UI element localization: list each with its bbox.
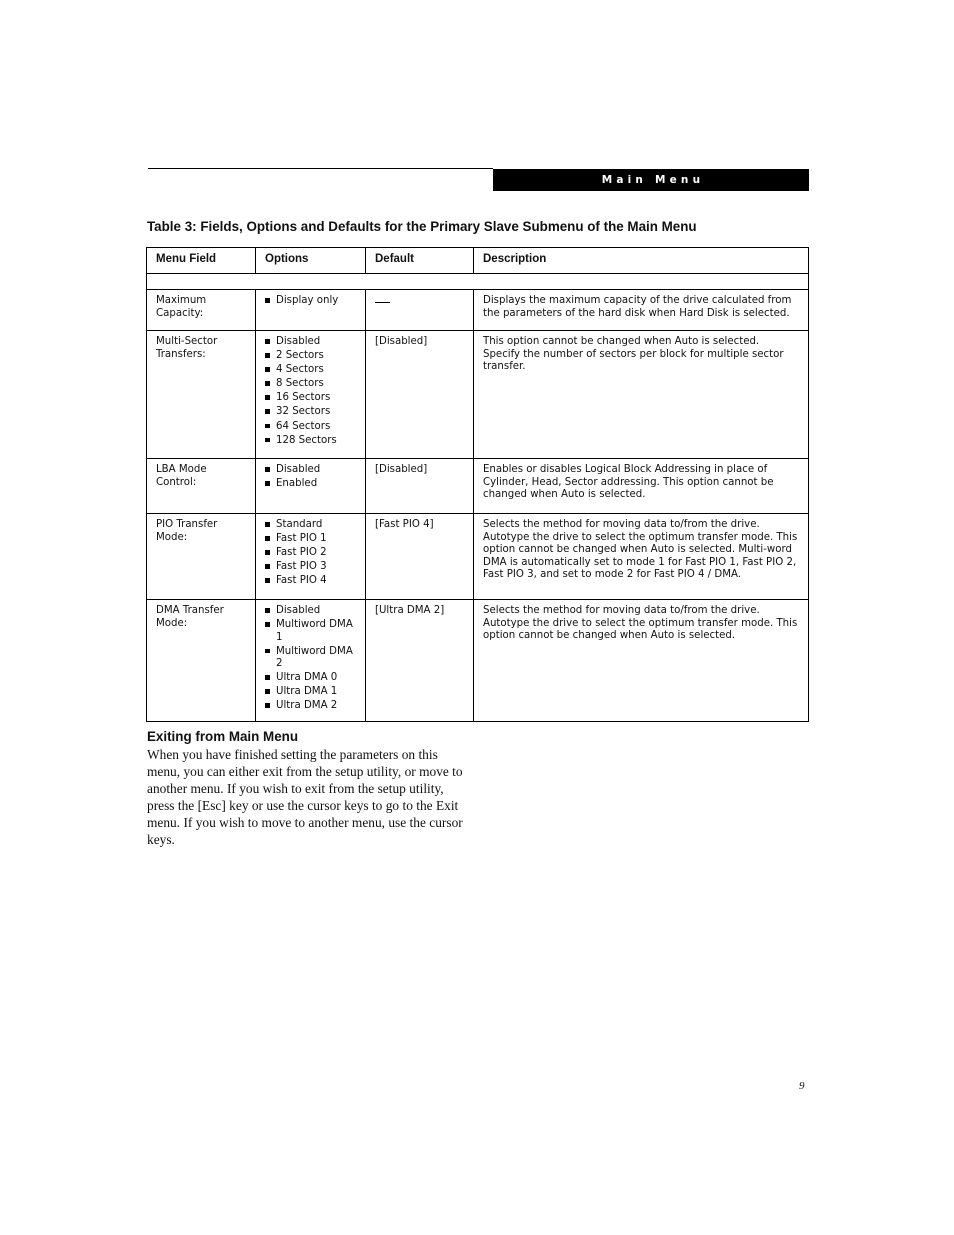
options-cell xyxy=(256,600,366,722)
description-cell: Selects the method for moving data to/from the drive. Autotype the drive to select the optimum transfer mode. This option cannot be changed when Auto is selected. xyxy=(474,600,809,722)
default-cell: [Disabled] xyxy=(366,459,474,514)
option-item: Disabled xyxy=(265,336,356,349)
description-cell: This option cannot be changed when Auto is selected. Specify the number of sectors per block for multiple sector transfer. xyxy=(474,331,809,459)
option-item: 8 Sectors xyxy=(265,378,356,391)
description-cell: Displays the maximum capacity of the drive calculated from the parameters of the hard disk when Hard Disk is selected. xyxy=(474,290,809,331)
option-item: Disabled xyxy=(265,605,356,618)
menu-field-cell: LBA Mode Control: xyxy=(147,459,256,514)
option-item: Multiword DMA 2 xyxy=(265,646,356,671)
column-header: Default xyxy=(366,248,474,274)
options-list xyxy=(265,605,356,713)
section-heading: Exiting from Main Menu xyxy=(147,729,299,744)
description-cell: Enables or disables Logical Block Addressing in place of Cylinder, Head, Sector addressing. This option cannot be changed when Auto is selected. xyxy=(474,459,809,514)
column-header: Menu Field xyxy=(147,248,256,274)
default-cell: [Fast PIO 4] xyxy=(366,514,474,600)
menu-field-cell: DMA Transfer Mode: xyxy=(147,600,256,722)
options-cell xyxy=(256,459,366,514)
options-cell xyxy=(256,290,366,331)
option-item: 4 Sectors xyxy=(265,364,356,377)
table-row xyxy=(147,514,809,600)
menu-field-cell: PIO Transfer Mode: xyxy=(147,514,256,600)
options-cell xyxy=(256,331,366,459)
description-cell: Selects the method for moving data to/from the drive. Autotype the drive to select the optimum transfer mode. This option cannot be changed when Auto is selected. Multi-word DMA is automatically set to mode 1 for Fast PIO 1, Fast PIO 2, Fast PIO 3, and set to mode 2 for Fast PIO 4 / DMA. xyxy=(474,514,809,600)
option-item: 16 Sectors xyxy=(265,392,356,405)
running-header-label: Main Menu xyxy=(601,174,705,186)
option-item: 128 Sectors xyxy=(265,435,356,448)
option-item: Disabled xyxy=(265,464,356,477)
option-item: Enabled xyxy=(265,478,356,491)
option-item: 2 Sectors xyxy=(265,350,356,363)
options-table xyxy=(146,247,809,722)
running-header xyxy=(493,169,809,191)
option-item: Fast PIO 4 xyxy=(265,575,356,588)
header-separator xyxy=(147,274,809,290)
options-list xyxy=(265,464,356,491)
table-row xyxy=(147,600,809,722)
options-list xyxy=(265,336,356,447)
option-item: Fast PIO 3 xyxy=(265,561,356,574)
table-row xyxy=(147,459,809,514)
option-item: Fast PIO 2 xyxy=(265,547,356,560)
column-header: Description xyxy=(474,248,809,274)
option-item: Ultra DMA 1 xyxy=(265,686,356,699)
menu-field-cell: Maximum Capacity: xyxy=(147,290,256,331)
option-item: 32 Sectors xyxy=(265,406,356,419)
column-header: Options xyxy=(256,248,366,274)
option-item: 64 Sectors xyxy=(265,421,356,434)
option-item: Ultra DMA 2 xyxy=(265,700,356,713)
options-list xyxy=(265,519,356,588)
page-number: 9 xyxy=(799,1080,805,1092)
option-item: Multiword DMA 1 xyxy=(265,619,356,644)
menu-field-cell: Multi-Sector Transfers: xyxy=(147,331,256,459)
options-list xyxy=(265,295,356,308)
default-cell xyxy=(366,290,474,331)
table-row xyxy=(147,290,809,331)
option-item: Standard xyxy=(265,519,356,532)
options-cell xyxy=(256,514,366,600)
default-cell: [Disabled] xyxy=(366,331,474,459)
header-rule xyxy=(148,168,493,169)
option-item: Fast PIO 1 xyxy=(265,533,356,546)
table-header-row xyxy=(147,248,809,274)
table-title: Table 3: Fields, Options and Defaults for the Primary Slave Submenu of the Main Menu xyxy=(147,219,697,234)
section-body: When you have finished setting the parameters on this menu, you can either exit from the setup utility, or move to another menu. If you wish to exit from the setup utility, press the [Esc] key or use the cursor keys to go to the Exit menu. If you wish to move to another menu, use the cursor keys. xyxy=(147,747,463,847)
option-item: Ultra DMA 0 xyxy=(265,672,356,685)
em-dash xyxy=(375,302,390,303)
option-item: Display only xyxy=(265,295,356,308)
table-body xyxy=(147,274,809,722)
default-cell: [Ultra DMA 2] xyxy=(366,600,474,722)
table-row xyxy=(147,331,809,459)
